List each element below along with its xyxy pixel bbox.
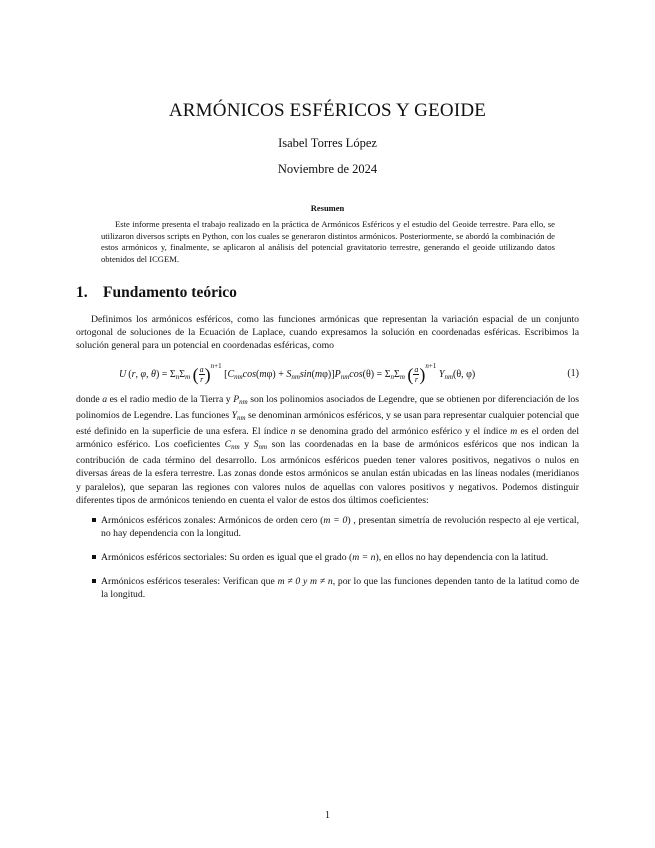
intro-paragraph: Definimos los armónicos esféricos, como las funciones armónicas que representan la variación espacial de un conjunto ortogonal de soluciones de la Ecuación de Laplace, cuando expresamos la solución en coordenadas esféricas. Escribimos la solución general para un potencial en coordenadas esféricas, como [76,314,579,352]
list-item: Armónicos esféricos sectoriales: Su orden es igual que el grado (m = n), en ellos no hay dependencia con la latitud. [76,551,579,564]
equation-formula: U (r, φ, $\theta) = \Sigma_n\Sigma_m$ ( $\frac{a}{r}$ )$^{n+1}$ $[C_{nm}\cos(m\varphi) + S_{nm}\sin(m\varphi)]P_{nm}\cos(\theta) = \Sigma_n\Sigma_m$ ( $\frac{a}{r}$ )$^{n+1}$ $Y_{nm}(\theta$, φ) [119,362,476,385]
publication-date: Noviembre de 2024 [277,162,378,176]
abstract-text: Este informe presenta el trabajo realizado en la práctica de Armónicos Esféricos y el estudio del Geoide terrestre. Para ello, se utilizaron diversos scripts en Python, con los cuales se generaron distintos armónicos. Posteriormente, se abordó la combinación de estos armónicos y, finalmente, se aplicaron al análisis del potencial gravitatorio terrestre, generando el geoide utilizando datos obtenidos del ICGEM. [101,219,555,265]
section-heading [76,284,237,302]
harmonics-type-list [76,514,579,612]
list-item: Armónicos esféricos teserales: Verifican que m ≠ 0 y m ≠ n, por lo que las funciones dependen tanto de la latitud como de la longitud. [76,575,579,601]
list-item: Armónicos esféricos zonales: Armónicos de orden cero (m = 0) , presentan simetría de revolución respecto al eje vertical, no hay dependencia con la longitud. [76,514,579,540]
author-name: Isabel Torres López [278,136,377,150]
bullet-square-icon [92,579,96,583]
page-number: 1 [325,810,330,821]
abstract-heading: Resumen [310,203,345,213]
equation-block [76,362,579,386]
equation-number: (1) [567,368,579,379]
bullet-square-icon [92,555,96,559]
body-paragraph: donde a es el radio medio de la Tierra y $P_{nm}$ son los polinomios asociados de Legendre, que se obtienen por diferenciación de los polinomios de Legendre. Las funciones $Y_{nm}$ se denominan armónicos esféricos, y se usan para representar cualquier potencial que esté definido en la superficie de una esfera. El índice n se denomina grado del armónico esférico y el índice m es el orden del armónico esférico. Los coeficientes $C_{nm}$ y $S_{nm}$ son las coordenadas en la base de armónicos esféricos que nos indican la contribución de cada término del desarrollo. Los armónicos esféricos pueden tener valores positivos, negativos o nulos en diversas áreas de la esfera terrestre. Las zonas donde estos armónicos se anulan están ubicadas en las líneas nodales (meridianos y paralelos), que separan las regiones con valores nulos de aquellas con valores positivos y negativos. Podemos distinguir diferentes tipos de armónicos teniendo en cuenta el valor de estos dos últimos coeficientes: [76,394,580,506]
bullet-square-icon [92,518,96,522]
section-number: 1. [76,284,88,301]
paper-title: ARMÓNICOS ESFÉRICOS Y GEOIDE [168,100,487,121]
section-title: Fundamento teórico [103,284,237,301]
